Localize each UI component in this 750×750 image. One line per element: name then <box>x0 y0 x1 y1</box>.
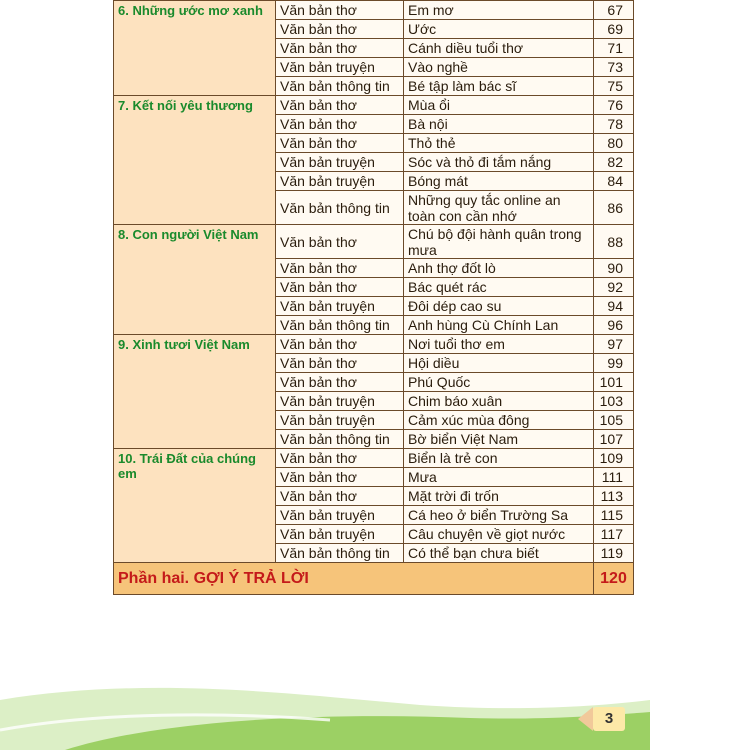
page-number-cell: 113 <box>594 487 634 506</box>
lesson-type: Văn bản truyện <box>276 392 404 411</box>
page-number-cell: 99 <box>594 354 634 373</box>
page-number-cell: 73 <box>594 58 634 77</box>
page-number-cell: 107 <box>594 430 634 449</box>
page-number-cell: 119 <box>594 544 634 563</box>
page-number-cell: 109 <box>594 449 634 468</box>
lesson-type: Văn bản thơ <box>276 335 404 354</box>
pencil-icon <box>578 707 593 731</box>
lesson-title: Ước <box>404 20 594 39</box>
page-number-cell: 90 <box>594 259 634 278</box>
table-row <box>114 1 634 20</box>
lesson-title: Chú bộ đội hành quân trong mưa <box>404 225 594 259</box>
page-number-cell: 84 <box>594 172 634 191</box>
page-number-cell: 96 <box>594 316 634 335</box>
lesson-title: Vào nghề <box>404 58 594 77</box>
lesson-type: Văn bản truyện <box>276 172 404 191</box>
table-row <box>114 225 634 259</box>
page-number-cell: 78 <box>594 115 634 134</box>
page-number-cell: 76 <box>594 96 634 115</box>
page-number: 3 <box>593 707 625 731</box>
lesson-title: Mưa <box>404 468 594 487</box>
lesson-title: Thỏ thẻ <box>404 134 594 153</box>
lesson-title: Sóc và thỏ đi tắm nắng <box>404 153 594 172</box>
lesson-type: Văn bản thông tin <box>276 77 404 96</box>
page-number-cell: 88 <box>594 225 634 259</box>
lesson-type: Văn bản thông tin <box>276 191 404 225</box>
lesson-type: Văn bản thơ <box>276 96 404 115</box>
lesson-title: Chim báo xuân <box>404 392 594 411</box>
part-two-page: 120 <box>594 563 634 595</box>
page-number-cell: 103 <box>594 392 634 411</box>
lesson-title: Những quy tắc online an toàn con cần nhớ <box>404 191 594 225</box>
lesson-type: Văn bản thơ <box>276 134 404 153</box>
page-number-cell: 111 <box>594 468 634 487</box>
page-number-cell: 117 <box>594 525 634 544</box>
lesson-title: Nơi tuổi thơ em <box>404 335 594 354</box>
table-of-contents <box>113 0 634 595</box>
lesson-title: Hội diều <box>404 354 594 373</box>
page-number-cell: 75 <box>594 77 634 96</box>
lesson-type: Văn bản thơ <box>276 225 404 259</box>
lesson-title: Phú Quốc <box>404 373 594 392</box>
lesson-title: Em mơ <box>404 1 594 20</box>
page-number-cell: 67 <box>594 1 634 20</box>
unit-title: 7. Kết nối yêu thương <box>114 96 276 225</box>
page-number-cell: 101 <box>594 373 634 392</box>
page-number-cell: 97 <box>594 335 634 354</box>
table-row <box>114 96 634 115</box>
lesson-title: Mùa ổi <box>404 96 594 115</box>
lesson-type: Văn bản thông tin <box>276 544 404 563</box>
lesson-type: Văn bản thơ <box>276 259 404 278</box>
lesson-title: Cá heo ở biển Trường Sa <box>404 506 594 525</box>
lesson-title: Biển là trẻ con <box>404 449 594 468</box>
lesson-type: Văn bản truyện <box>276 297 404 316</box>
lesson-type: Văn bản thông tin <box>276 430 404 449</box>
unit-title: 9. Xinh tươi Việt Nam <box>114 335 276 449</box>
lesson-title: Bà nội <box>404 115 594 134</box>
lesson-type: Văn bản thơ <box>276 373 404 392</box>
lesson-title: Cánh diều tuổi thơ <box>404 39 594 58</box>
lesson-type: Văn bản thơ <box>276 468 404 487</box>
page-number-cell: 80 <box>594 134 634 153</box>
lesson-title: Mặt trời đi trốn <box>404 487 594 506</box>
table-row <box>114 449 634 468</box>
lesson-type: Văn bản truyện <box>276 506 404 525</box>
page-number-cell: 92 <box>594 278 634 297</box>
unit-title: 6. Những ước mơ xanh <box>114 1 276 96</box>
lesson-type: Văn bản thơ <box>276 487 404 506</box>
unit-title: 8. Con người Việt Nam <box>114 225 276 335</box>
unit-title: 10. Trái Đất của chúng em <box>114 449 276 563</box>
lesson-type: Văn bản thơ <box>276 278 404 297</box>
table-row <box>114 335 634 354</box>
lesson-type: Văn bản thơ <box>276 39 404 58</box>
lesson-title: Bóng mát <box>404 172 594 191</box>
lesson-title: Anh hùng Cù Chính Lan <box>404 316 594 335</box>
lesson-type: Văn bản thơ <box>276 449 404 468</box>
page-number-cell: 69 <box>594 20 634 39</box>
lesson-title: Anh thợ đốt lò <box>404 259 594 278</box>
lesson-type: Văn bản thơ <box>276 20 404 39</box>
lesson-title: Có thể bạn chưa biết <box>404 544 594 563</box>
lesson-title: Đôi dép cao su <box>404 297 594 316</box>
lesson-type: Văn bản truyện <box>276 153 404 172</box>
page-number-cell: 115 <box>594 506 634 525</box>
part-two-row <box>114 563 634 595</box>
lesson-type: Văn bản thơ <box>276 354 404 373</box>
lesson-type: Văn bản truyện <box>276 411 404 430</box>
page-number-cell: 86 <box>594 191 634 225</box>
lesson-type: Văn bản truyện <box>276 525 404 544</box>
lesson-title: Cảm xúc mùa đông <box>404 411 594 430</box>
page-number-cell: 105 <box>594 411 634 430</box>
lesson-type: Văn bản thơ <box>276 1 404 20</box>
lesson-title: Bờ biển Việt Nam <box>404 430 594 449</box>
lesson-type: Văn bản thông tin <box>276 316 404 335</box>
lesson-title: Bác quét rác <box>404 278 594 297</box>
page-number-cell: 71 <box>594 39 634 58</box>
page-number-cell: 94 <box>594 297 634 316</box>
lesson-type: Văn bản truyện <box>276 58 404 77</box>
lesson-title: Câu chuyện về giọt nước <box>404 525 594 544</box>
lesson-type: Văn bản thơ <box>276 115 404 134</box>
page-number-cell: 82 <box>594 153 634 172</box>
lesson-title: Bé tập làm bác sĩ <box>404 77 594 96</box>
part-two-label: Phần hai. GỢI Ý TRẢ LỜI <box>114 563 594 595</box>
